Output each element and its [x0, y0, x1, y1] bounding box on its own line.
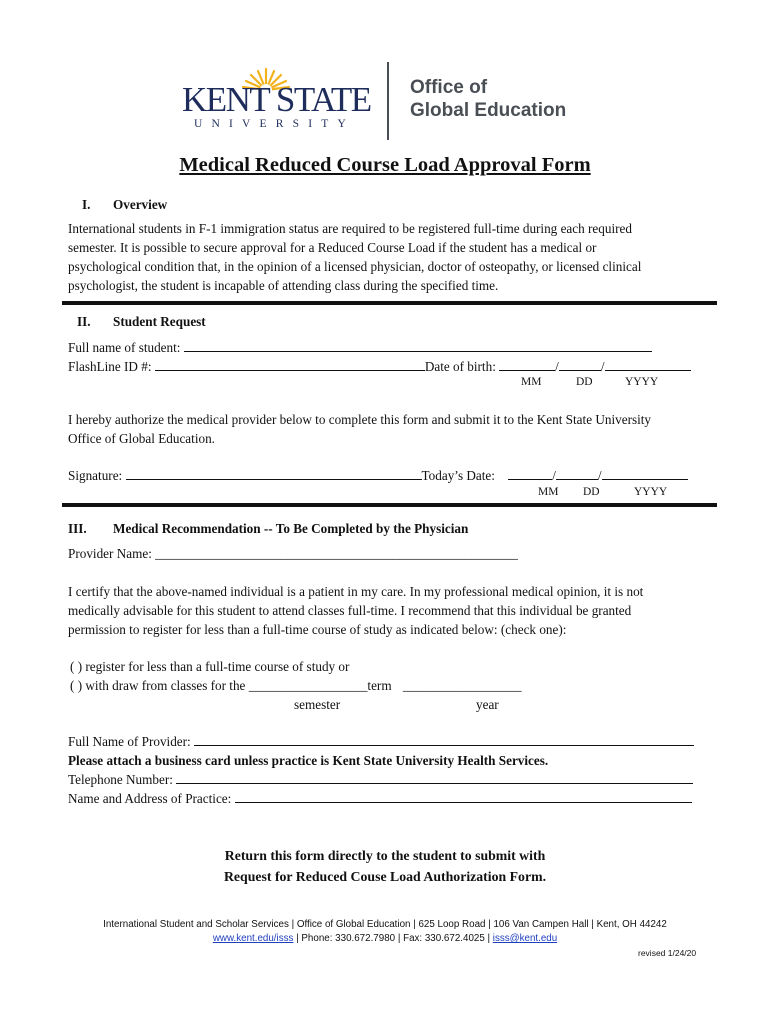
return-line: Return this form directly to the student to submit with — [224, 848, 546, 863]
footer-contact — [0, 933, 770, 944]
certify-paragraph — [68, 582, 718, 639]
section3-numeral: III. — [68, 521, 87, 536]
wordmark: KENT STATE — [182, 80, 371, 119]
section1-numeral: I. — [82, 197, 91, 212]
dob-dd-hint: DD — [576, 376, 593, 388]
year-hint: year — [476, 697, 499, 712]
website-link[interactable]: www.kent.edu/isss — [212, 933, 294, 944]
option-reduced-load[interactable]: ( ) register for less than a full-time course of study or — [70, 659, 350, 674]
provider-name-row — [68, 544, 518, 563]
date-slash: / — [600, 359, 605, 374]
overview-line: psychologist, the student is incapable of attending class during the specified time. — [68, 278, 499, 293]
todays-date-label: Today’s Date: — [421, 468, 495, 483]
telephone-label: Telephone Number: — [68, 772, 173, 787]
term-label: term — [367, 678, 392, 693]
office-line1: Office of — [410, 77, 488, 98]
authorize-paragraph — [68, 410, 718, 448]
certify-line: I certify that the above-named individual is a patient in my care. In my professional medical opinion, it is not — [68, 584, 644, 599]
logo-divider — [387, 62, 389, 140]
overview-paragraph — [68, 219, 718, 295]
date-slash: / — [552, 468, 556, 483]
university-label: UNIVERSITY — [194, 118, 355, 130]
section2-numeral: II. — [77, 314, 91, 329]
provider-fullname-row — [68, 732, 694, 751]
overview-line: psychological condition that, in the opinion of a licensed physician, doctor of osteopathy, or licensed clinical — [68, 259, 642, 274]
signature-input[interactable] — [126, 467, 422, 480]
dob-month-input[interactable] — [499, 358, 555, 371]
flashline-label: FlashLine ID #: — [68, 359, 152, 374]
today-mm-hint: MM — [538, 486, 559, 498]
practice-row — [68, 789, 692, 808]
today-month-input[interactable] — [508, 467, 552, 480]
dob-day-input[interactable] — [559, 358, 601, 371]
section3-heading: Medical Recommendation -- To Be Completed by the Physician — [113, 521, 469, 536]
provider-fullname-label: Full Name of Provider: — [68, 734, 191, 749]
flashline-input[interactable] — [155, 358, 425, 371]
today-yyyy-hint: YYYY — [634, 486, 668, 498]
dob-year-input[interactable] — [605, 358, 691, 371]
option-withdraw[interactable] — [70, 676, 522, 695]
signature-label: Signature: — [68, 468, 123, 483]
office-line2: Global Education — [410, 100, 567, 121]
date-slash: / — [555, 359, 559, 374]
signature-row — [68, 466, 688, 485]
today-dd-hint: DD — [583, 486, 600, 498]
return-line: Request for Reduced Couse Load Authorization Form. — [223, 869, 547, 884]
year-input[interactable]: __________________ — [402, 678, 522, 693]
provider-name-input[interactable]: _______________________________________________________ — [155, 546, 518, 561]
provider-fullname-input[interactable] — [194, 733, 694, 746]
dob-mm-hint: MM — [521, 376, 542, 388]
withdraw-label: ( ) with draw from classes for the — [70, 678, 246, 693]
today-year-input[interactable] — [602, 467, 688, 480]
practice-input[interactable] — [235, 790, 692, 803]
practice-label: Name and Address of Practice: — [68, 791, 232, 806]
return-instructions — [0, 845, 770, 887]
section-divider — [62, 301, 717, 305]
email-link[interactable]: isss@kent.edu — [492, 933, 558, 944]
today-day-input[interactable] — [556, 467, 598, 480]
kent-state-logo — [182, 66, 382, 138]
revised-date: revised 1/24/20 — [638, 948, 697, 958]
footer-address: International Student and Scholar Services | Office of Global Education | 625 Loop Road | 106 Van Campen Hall | Kent, OH 44242 — [103, 919, 667, 930]
telephone-input[interactable] — [176, 771, 693, 784]
semester-input[interactable]: __________________ — [248, 678, 368, 693]
semester-hint: semester — [294, 697, 341, 712]
business-card-note: Please attach a business card unless practice is Kent State University Health Services. — [68, 753, 549, 768]
section1-heading: Overview — [113, 197, 168, 212]
flashline-row — [68, 357, 691, 376]
section2-heading: Student Request — [113, 314, 206, 329]
telephone-row — [68, 770, 693, 789]
overview-line: International students in F-1 immigration status are required to be registered full-time during each required — [68, 221, 632, 236]
phone-fax: | Phone: 330.672.7980 | Fax: 330.672.4025 | — [293, 933, 493, 944]
dob-yyyy-hint: YYYY — [625, 376, 659, 388]
full-name-input[interactable] — [184, 339, 652, 352]
certify-line: permission to register for less than a full-time course of study as indicated below: (check one): — [68, 622, 567, 637]
full-name-label: Full name of student: — [68, 340, 181, 355]
provider-name-label: Provider Name: — [68, 546, 152, 561]
authorize-line: I hereby authorize the medical provider below to complete this form and submit it to the Kent State University — [68, 412, 652, 427]
certify-line: medically advisable for this student to attend classes full-time. I recommend that this individual be granted — [68, 603, 632, 618]
full-name-row — [68, 338, 652, 357]
page-title: Medical Reduced Course Load Approval Form — [179, 154, 591, 176]
authorize-line: Office of Global Education. — [68, 431, 215, 446]
overview-line: semester. It is possible to secure approval for a Reduced Course Load if the student has a medical or — [68, 240, 597, 255]
section-divider — [62, 503, 717, 507]
date-slash: / — [597, 468, 602, 483]
dob-label: Date of birth: — [424, 359, 496, 374]
